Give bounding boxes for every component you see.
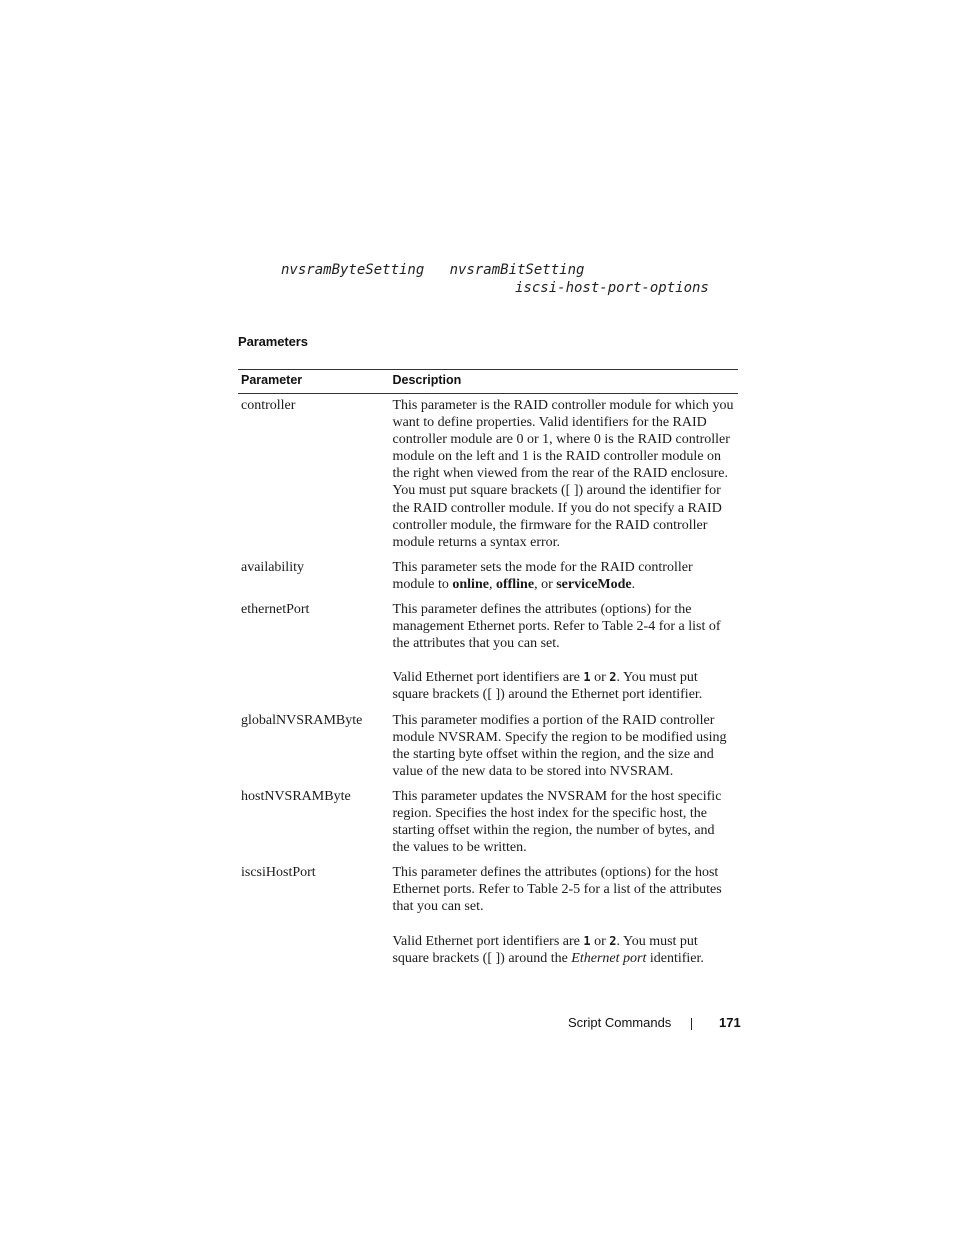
- text-run: or: [590, 670, 610, 686]
- text-run: . You must put square brackets ([ ]) around the Ethernet port identifier.: [392, 670, 703, 703]
- text-run: ,: [488, 576, 496, 592]
- table-row: [238, 556, 738, 598]
- description-text-2: [392, 669, 735, 703]
- text-run: , or: [534, 576, 557, 592]
- text-run: Valid Ethernet port identifiers are: [392, 670, 584, 686]
- footer-section-title: Script Commands: [568, 1015, 672, 1030]
- code-line-1: nvsramByteSetting nvsramBitSetting: [281, 262, 585, 278]
- text-run: . You must put square brackets ([ ]) around the: [392, 933, 698, 966]
- param-description: [389, 556, 738, 598]
- text-run: identifier.: [646, 950, 704, 966]
- text-run: or: [590, 933, 610, 949]
- description-text: This parameter modifies a portion of the RAID controller module NVSRAM. Specify the region to be modified using the starting byte offset within the region, and the size and value of the new data to be stored into NVSRAM.: [392, 712, 727, 779]
- description-text: [392, 559, 735, 593]
- code-value: 2: [609, 670, 617, 685]
- param-description: [389, 709, 738, 785]
- table-row: [238, 709, 738, 785]
- table-header-row: [238, 370, 738, 394]
- table-row: [238, 598, 738, 708]
- page-number: 171: [719, 1015, 741, 1030]
- table-row: [238, 785, 738, 861]
- header-parameter: Parameter: [238, 370, 389, 394]
- param-name: iscsiHostPort: [241, 865, 316, 881]
- code-value: 1: [583, 933, 591, 948]
- table-row: [238, 861, 738, 971]
- description-text: This parameter defines the attributes (options) for the management Ethernet ports. Refer to Table 2-4 for a list of the attributes that you can set.: [392, 602, 721, 652]
- description-text-2: [392, 933, 735, 967]
- value-servicemode: serviceMode: [556, 576, 632, 592]
- param-name: availability: [241, 559, 304, 575]
- param-description: [389, 785, 738, 861]
- table-row: [238, 394, 738, 556]
- param-description: [389, 598, 738, 708]
- param-description: [389, 861, 738, 971]
- description-text: This parameter is the RAID controller module for which you want to define properties. Valid identifiers for the RAID controller module are 0 or 1, where 0 is the RAID controller module on the left and 1 is the RAID controller module on the right when viewed from the rear of the RAID enclosure. You must put square brackets ([ ]) around the identifier for the RAID controller module. If you do not specify a RAID controller module, the firmware for the RAID controller module returns a syntax error.: [392, 398, 734, 550]
- param-description: [389, 394, 738, 556]
- text-run: This parameter sets the mode for the RAID controller module to: [392, 559, 693, 592]
- description-text: This parameter defines the attributes (options) for the host Ethernet ports. Refer to Table 2-5 for a list of the attributes that you can set.: [392, 865, 722, 915]
- parameters-table: [238, 369, 738, 972]
- param-name: hostNVSRAMByte: [241, 788, 351, 804]
- param-name: ethernetPort: [241, 602, 310, 618]
- description-text: This parameter updates the NVSRAM for the host specific region. Specifies the host index for the specific host, the starting offset within the region, the number of bytes, and the values to be written.: [392, 788, 722, 856]
- italic-term: Ethernet port: [571, 950, 647, 966]
- param-name: controller: [241, 398, 296, 413]
- value-online: online: [452, 576, 489, 592]
- code-value: 1: [583, 670, 591, 685]
- text-run: Valid Ethernet port identifiers are: [392, 933, 584, 949]
- value-offline: offline: [495, 576, 535, 592]
- header-description: Description: [389, 370, 738, 394]
- footer-separator: [691, 1018, 692, 1030]
- param-name: globalNVSRAMByte: [241, 712, 363, 728]
- code-line-2: iscsi-host-port-options: [515, 280, 709, 296]
- code-value: 2: [609, 933, 617, 948]
- section-heading: Parameters: [238, 334, 308, 349]
- text-run: .: [631, 576, 636, 592]
